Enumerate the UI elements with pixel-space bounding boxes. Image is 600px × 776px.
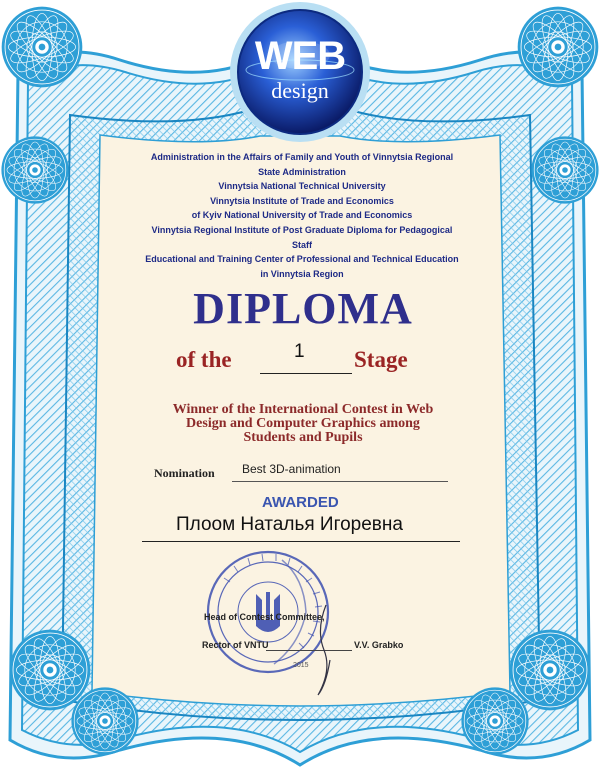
- nomination-value: Best 3D-animation: [242, 462, 341, 476]
- signature-title: Head of Contest Committee,: [204, 612, 325, 622]
- organization-line: in Vinnytsia Region: [260, 268, 344, 279]
- awarded-heading: AWARDED: [262, 494, 339, 511]
- winner-line: Winner of the International Contest in Web: [172, 402, 434, 417]
- logo-web-text: WEB: [254, 34, 346, 78]
- handwritten-signature: [296, 600, 346, 700]
- organization-line: Administration in the Affairs of Family and Youth of Vinnytsia Regional: [150, 152, 454, 162]
- signature-rector-label: Rector of VNTU: [202, 640, 269, 650]
- stage-prefix: of the: [176, 347, 232, 372]
- winner-description: [110, 403, 496, 445]
- nomination-underline: [232, 481, 448, 482]
- organization-line: Vinnytsia National Technical University: [218, 181, 386, 192]
- stage-underline: [260, 373, 352, 374]
- winner-line: Design and Computer Graphics among: [186, 416, 420, 431]
- stamp-year: 2015: [293, 662, 309, 669]
- organization-line: Educational and Training Center of Professional and Technical Education: [145, 254, 459, 265]
- organizations-list: [112, 150, 492, 281]
- winner-line: Students and Pupils: [243, 430, 363, 445]
- recipient-underline: [142, 541, 460, 542]
- organization-line: Vinnytsia Regional Institute of Post Graduate Diploma for Pedagogical: [151, 224, 453, 235]
- logo-design-text: design: [271, 78, 329, 103]
- organization-line: Vinnytsia Institute of Trade and Economics: [210, 195, 394, 206]
- diploma-title: DIPLOMA: [193, 284, 413, 333]
- recipient-name: Плоом Наталья Игоревна: [176, 514, 403, 535]
- signature-name: V.V. Grabko: [354, 640, 404, 650]
- stage-suffix: Stage: [354, 347, 408, 372]
- stage-row: [176, 341, 436, 379]
- stage-number: 1: [294, 341, 305, 362]
- organization-line: of Kyiv National University of Trade and Economics: [191, 210, 413, 221]
- organization-line: Staff: [292, 239, 312, 250]
- nomination-label: Nomination: [154, 466, 215, 480]
- organization-line: State Administration: [258, 166, 346, 177]
